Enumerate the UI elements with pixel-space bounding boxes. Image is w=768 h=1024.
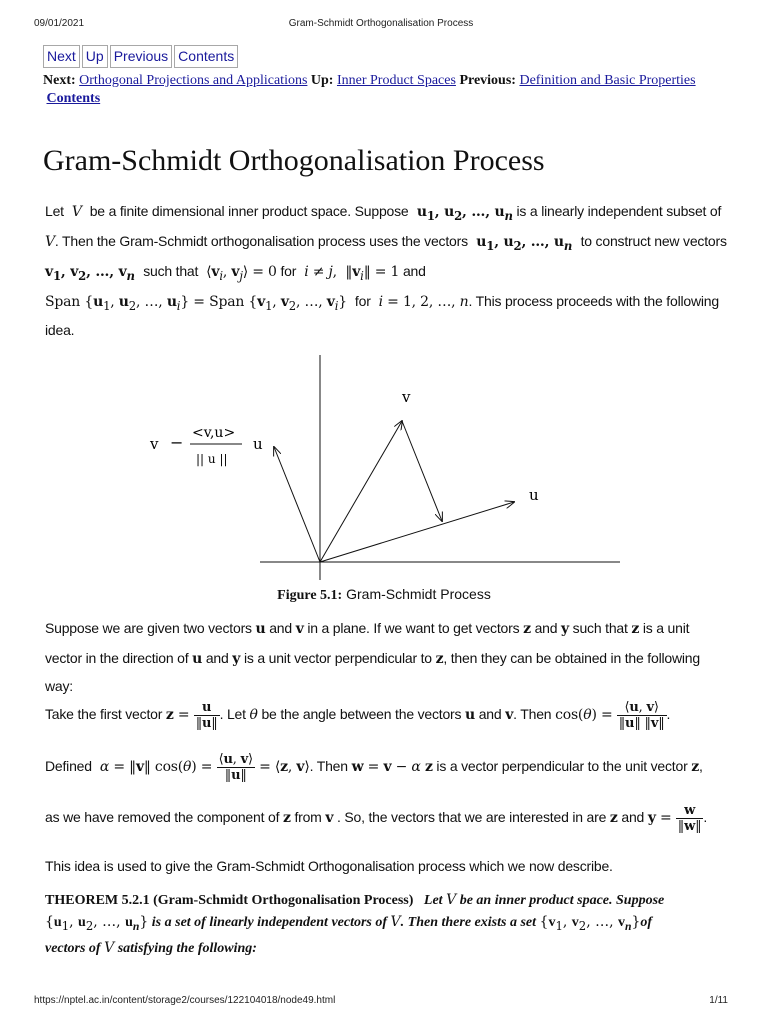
para1-line1: Let V be a finite dimensional inner product space. Suppose $u_1$, $u_2$, …, $u_n$ is a linearly independent subset of (45, 203, 722, 223)
para2-line3: way: (45, 678, 73, 694)
gram-schmidt-diagram (140, 355, 630, 580)
contents-link[interactable]: Contents (46, 91, 101, 106)
para1-line4: Span {$u_1$, $u_2$, …, $u_i$} = Span {$v_1$, $v_2$, …, $v_i$} for i = 1, 2, …, n. This process proceeds with the following (45, 293, 719, 313)
previous-label: Previous: (459, 73, 516, 88)
print-page-number: 1/11 (709, 995, 728, 1006)
next-label: Next: (43, 73, 76, 88)
previous-button[interactable]: Previous (110, 45, 172, 68)
label-left-u: u (253, 435, 263, 453)
up-button[interactable]: Up (82, 45, 108, 68)
contents-button[interactable]: Contents (174, 45, 238, 68)
page-title: Gram-Schmidt Orthogonalisation Process (43, 144, 545, 177)
label-left-v: v (150, 435, 159, 453)
label-left-denominator: || u || (196, 452, 228, 466)
figure-caption (0, 586, 768, 604)
gram-schmidt-figure (140, 355, 630, 580)
para2-line1: Suppose we are given two vectors u and v in a plane. If we want to get vectors z and y such that z is a unit (45, 620, 690, 637)
navigation-buttons (43, 45, 238, 68)
label-left-numerator: <v,u> (192, 425, 236, 441)
theorem-label: THEOREM 5.2.1 (Gram-Schmidt Orthogonalisation Process) (45, 893, 414, 908)
projection-arrow (402, 421, 442, 521)
previous-link[interactable]: Definition and Basic Properties (519, 73, 696, 88)
orthogonal-vector-arrow (274, 447, 320, 562)
svg-text:−: − (170, 433, 184, 452)
caption-text: Gram-Schmidt Process (346, 586, 491, 602)
print-title: Gram-Schmidt Orthogonalisation Process (288, 18, 474, 29)
up-label: Up: (310, 73, 334, 88)
print-date: 09/01/2021 (34, 18, 85, 29)
para2-line6: as we have removed the component of z from v . So, the vectors that we are interested in are z and y = $\frac{w}{‖w‖}$ . (45, 803, 708, 834)
para1-line2: V. Then the Gram-Schmidt orthogonalisation process uses the vectors $u_1$, $u_2$, …, $u_n$ to construct new vectors (45, 233, 727, 253)
caption-label: Figure 5.1: (277, 588, 343, 603)
print-url: https://nptel.ac.in/content/storage2/courses/122104018/node49.html (34, 995, 336, 1006)
up-link[interactable]: Inner Product Spaces (336, 73, 456, 88)
theorem-line3: vectors of V satisfying the following: (45, 940, 257, 956)
next-button[interactable]: Next (43, 45, 80, 68)
navigation-links (43, 72, 733, 108)
para2-line4: Take the first vector z = $\frac{u}{‖u‖}$ . Let θ be the angle between the vectors u and v. Then cos(θ) = $\frac{⟨u, v⟩}{‖u‖ ‖v‖}$ . (45, 700, 671, 731)
theorem-line1: THEOREM 5.2.1 (Gram-Schmidt Orthogonalisation Process) Let V be an inner product space. Suppose (45, 892, 665, 908)
para2-line5: Defined α = ‖v‖ cos(θ) = $\frac{⟨u, v⟩}{‖u‖}$ = ⟨z, v⟩. Then w = v − α z is a vector perpendicular to the unit vector z, (45, 752, 703, 783)
label-u: u (529, 486, 539, 504)
next-link[interactable]: Orthogonal Projections and Applications (79, 73, 308, 88)
para3: This idea is used to give the Gram-Schmidt Orthogonalisation process which we now describe. (45, 858, 613, 874)
label-v: v (402, 388, 411, 406)
para1-line3: $v_1$, $v_2$, …, $v_n$ such that $⟨v_i$, $v_j⟩ = 0$ for i ≠ j, $‖v_i‖ = 1$ and (45, 263, 426, 283)
para2-line2: vector in the direction of u and y is a unit vector perpendicular to z, then they can be obtained in the following (45, 650, 700, 667)
theorem-line2: {$u_1$, $u_2$, …, $u_n$} is a set of linearly independent vectors of V. Then there exists a set {$v_1$, $v_2$, …, $v_n\}of$ (45, 914, 653, 933)
para1-line5: idea. (45, 322, 75, 338)
